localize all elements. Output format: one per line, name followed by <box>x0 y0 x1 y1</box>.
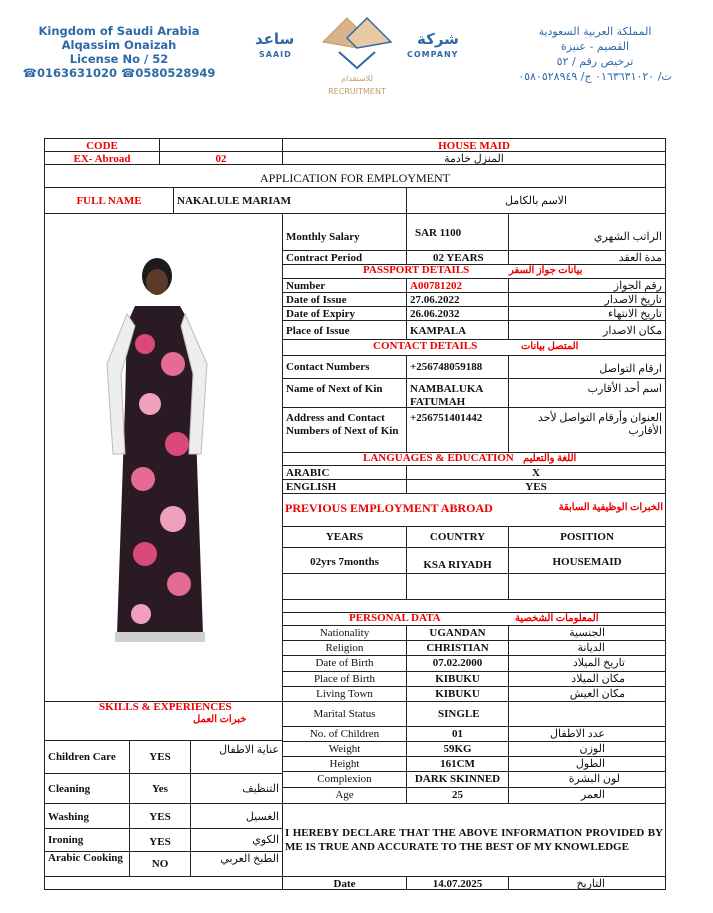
previous-title-ar: الخبرات الوظيفية السابقة <box>558 502 663 513</box>
header-en-line3: License No / 52 <box>69 52 169 66</box>
period-value: 02 YEARS <box>406 250 509 265</box>
logo-right-en: COMPANY <box>407 50 459 59</box>
previous-empty-cell <box>508 573 666 600</box>
personal-complexion-value: DARK SKINNED <box>406 771 509 788</box>
header-ar-line3: ترخيص رقم / ٥٢ <box>556 55 634 68</box>
skill-arabic-cooking-value: NO <box>129 851 191 877</box>
passport-number-ar: رقم الجواز <box>508 278 666 293</box>
previous-title: PREVIOUS EMPLOYMENT ABROAD <box>285 501 493 515</box>
next-of-kin-value: NAMBALUKA FATUMAH <box>406 378 509 408</box>
passport-number-value: A00781202 <box>406 278 509 293</box>
passport-place-ar: مكان الاصدار <box>508 320 666 340</box>
personal-weight-label: Weight <box>282 741 407 757</box>
contact-numbers-ar: ارقام التواصل <box>508 355 666 379</box>
photo-frame <box>44 213 283 702</box>
personal-weight-value: 59KG <box>406 741 509 757</box>
passport-expiry-label: Date of Expiry <box>282 306 407 321</box>
skill-ironing-value: YES <box>129 828 191 852</box>
personal-children-value: 01 <box>406 726 509 742</box>
personal-complexion-label: Complexion <box>282 771 407 788</box>
header-ar-line2: القصيم - عنيزة <box>560 40 630 53</box>
ex-abroad-value: 02 <box>159 151 283 165</box>
previous-position-value: HOUSEMAID <box>508 547 666 574</box>
language-english-value: YES <box>406 479 666 494</box>
contact-title: CONTACT DETAILS <box>373 340 478 352</box>
personal-age-value: 25 <box>406 787 509 804</box>
personal-children-label: No. of Children <box>282 726 407 742</box>
next-of-kin-label: Name of Next of Kin <box>282 378 407 408</box>
personal-height-label: Height <box>282 756 407 772</box>
passport-expiry-ar: تاريخ الانتهاء <box>508 306 666 321</box>
skill-washing-ar: الغسيل <box>190 803 283 829</box>
passport-issue-ar: تاريخ الاصدار <box>508 292 666 307</box>
header-en-phones: ☎0163631020 ☎0580528949 <box>22 66 216 80</box>
personal-age-label: Age <box>282 787 407 804</box>
personal-dob-value: 07.02.2000 <box>406 655 509 672</box>
personal-nationality-ar: الجنسية <box>508 625 666 641</box>
logo-left-en: SAAID <box>259 50 292 59</box>
skill-cleaning-value: Yes <box>129 773 191 804</box>
skill-cleaning-label: Cleaning <box>44 773 130 804</box>
previous-country-value: KSA RIYADH <box>406 547 509 574</box>
skill-arabic-cooking-ar: الطبخ العربي <box>190 851 283 877</box>
hands-logo-icon <box>317 12 397 74</box>
spacer-row <box>282 599 666 613</box>
code-value <box>159 138 283 152</box>
full-name-value: NAKALULE MARIAM <box>173 187 407 214</box>
full-name-label: FULL NAME <box>44 187 174 214</box>
declaration-date-value: 14.07.2025 <box>406 876 509 890</box>
skills-title: SKILLS & EXPERIENCES <box>99 701 232 713</box>
personal-complexion-ar: لون البشرة <box>508 771 666 788</box>
skills-title-ar: خبرات العمل <box>193 714 247 725</box>
personal-dob-ar: تاريخ الميلاد <box>508 655 666 672</box>
application-title: APPLICATION FOR EMPLOYMENT <box>44 164 666 188</box>
languages-section <box>282 452 666 466</box>
passport-title-ar: بيانات جواز السفر <box>509 265 583 276</box>
personal-section <box>282 612 666 626</box>
logo-sub-en: RECRUITMENT <box>328 87 386 96</box>
personal-title: PERSONAL DATA <box>349 612 441 624</box>
skill-ironing-label: Ironing <box>44 828 130 852</box>
personal-pob-ar: مكان الميلاد <box>508 671 666 687</box>
passport-place-label: Place of Issue <box>282 320 407 340</box>
language-arabic-value: X <box>406 465 666 480</box>
personal-pob-label: Place of Birth <box>282 671 407 687</box>
declaration-text: I HEREBY DECLARE THAT THE ABOVE INFORMATION PROVIDED BY ME IS TRUE AND ACCURATE TO THE BEST OF MY KNOWLEDGE <box>282 803 666 877</box>
ex-abroad-label: EX- Abroad <box>44 151 160 165</box>
header-ar-block <box>490 24 700 84</box>
kin-address-ar: العنوان وأرقام التواصل لأحد الأقارب <box>508 407 666 453</box>
house-maid-ar: المنزل خادمة <box>282 151 666 165</box>
skill-children-care-value: YES <box>129 740 191 774</box>
skill-children-care-ar: عناية الاطفال <box>190 740 283 774</box>
personal-religion-value: CHRISTIAN <box>406 640 509 656</box>
header-en-block <box>14 24 224 80</box>
previous-header-position: POSITION <box>508 526 666 548</box>
personal-town-value: KIBUKU <box>406 686 509 702</box>
personal-height-value: 161CM <box>406 756 509 772</box>
skills-empty-row <box>44 876 283 890</box>
personal-weight-ar: الوزن <box>508 741 666 757</box>
skill-ironing-ar: الكوي <box>190 828 283 852</box>
house-maid-label: HOUSE MAID <box>282 138 666 152</box>
skill-arabic-cooking-label: Arabic Cooking <box>44 851 130 877</box>
language-arabic-label: ARABIC <box>282 465 407 480</box>
header-ar-phones: ت/ ٠١٦٣٦٣١٠٢٠ ج/ ٠٥٨٠٥٢٨٩٤٩ <box>518 70 672 83</box>
header-en-line1: Kingdom of Saudi Arabia <box>38 24 200 38</box>
passport-expiry-value: 26.06.2032 <box>406 306 509 321</box>
period-ar: مدة العقد <box>508 250 666 265</box>
full-name-ar: الاسم بالكامل <box>406 187 666 214</box>
personal-marital-label: Marital Status <box>282 701 407 727</box>
passport-issue-value: 27.06.2022 <box>406 292 509 307</box>
logo-left-ar: ساعد <box>255 30 295 48</box>
kin-address-value: +256751401442 <box>406 407 509 453</box>
previous-empty-cell <box>406 573 509 600</box>
language-english-label: ENGLISH <box>282 479 407 494</box>
kin-address-label: Address and Contact Numbers of Next of Kin <box>282 407 407 453</box>
salary-ar: الراتب الشهري <box>508 213 666 251</box>
personal-town-ar: مكان العيش <box>508 686 666 702</box>
applicant-photo <box>95 254 225 644</box>
personal-religion-label: Religion <box>282 640 407 656</box>
contact-title-ar: المتصل بيانات <box>521 341 579 352</box>
passport-place-value: KAMPALA <box>406 320 509 340</box>
salary-value: SAR 1100 <box>406 213 509 251</box>
personal-nationality-label: Nationality <box>282 625 407 641</box>
previous-header-years: YEARS <box>282 526 407 548</box>
personal-marital-ar <box>508 701 666 727</box>
code-label: CODE <box>44 138 160 152</box>
passport-section <box>282 264 666 279</box>
personal-pob-value: KIBUKU <box>406 671 509 687</box>
declaration-date-label: Date <box>282 876 407 890</box>
header-en-line2: Alqassim Onaizah <box>61 38 177 52</box>
languages-title: LANGUAGES & EDUCATION <box>363 452 514 464</box>
contact-section <box>282 339 666 356</box>
personal-height-ar: الطول <box>508 756 666 772</box>
personal-title-ar: المعلومات الشخصية <box>515 613 599 624</box>
previous-years-value: 02yrs 7months <box>282 547 407 574</box>
company-logo <box>255 12 459 102</box>
personal-marital-value: SINGLE <box>406 701 509 727</box>
skills-section <box>44 701 283 741</box>
next-of-kin-ar: اسم أحد الأقارب <box>508 378 666 408</box>
salary-label: Monthly Salary <box>282 213 407 251</box>
logo-sub-ar: للاستقدام <box>341 74 373 83</box>
passport-title: PASSPORT DETAILS <box>363 264 470 276</box>
header-ar-line1: المملكة العربية السعودية <box>538 25 652 38</box>
personal-religion-ar: الديانة <box>508 640 666 656</box>
skill-washing-value: YES <box>129 803 191 829</box>
previous-empty-cell <box>282 573 407 600</box>
passport-issue-label: Date of Issue <box>282 292 407 307</box>
personal-town-label: Living Town <box>282 686 407 702</box>
period-label: Contract Period <box>282 250 407 265</box>
skill-children-care-label: Children Care <box>44 740 130 774</box>
skill-washing-label: Washing <box>44 803 130 829</box>
passport-number-label: Number <box>282 278 407 293</box>
personal-age-ar: العمر <box>508 787 666 804</box>
skill-cleaning-ar: التنظيف <box>190 773 283 804</box>
previous-section <box>282 493 666 527</box>
logo-right-ar: شركة <box>417 30 459 48</box>
declaration-date-ar: التاريخ <box>508 876 666 890</box>
contact-numbers-label: Contact Numbers <box>282 355 407 379</box>
personal-dob-label: Date of Birth <box>282 655 407 672</box>
contact-numbers-value: +256748059188 <box>406 355 509 379</box>
personal-children-ar: عدد الاطفال <box>508 726 666 742</box>
languages-title-ar: اللغة والتعليم <box>523 453 577 464</box>
personal-nationality-value: UGANDAN <box>406 625 509 641</box>
previous-header-country: COUNTRY <box>406 526 509 548</box>
